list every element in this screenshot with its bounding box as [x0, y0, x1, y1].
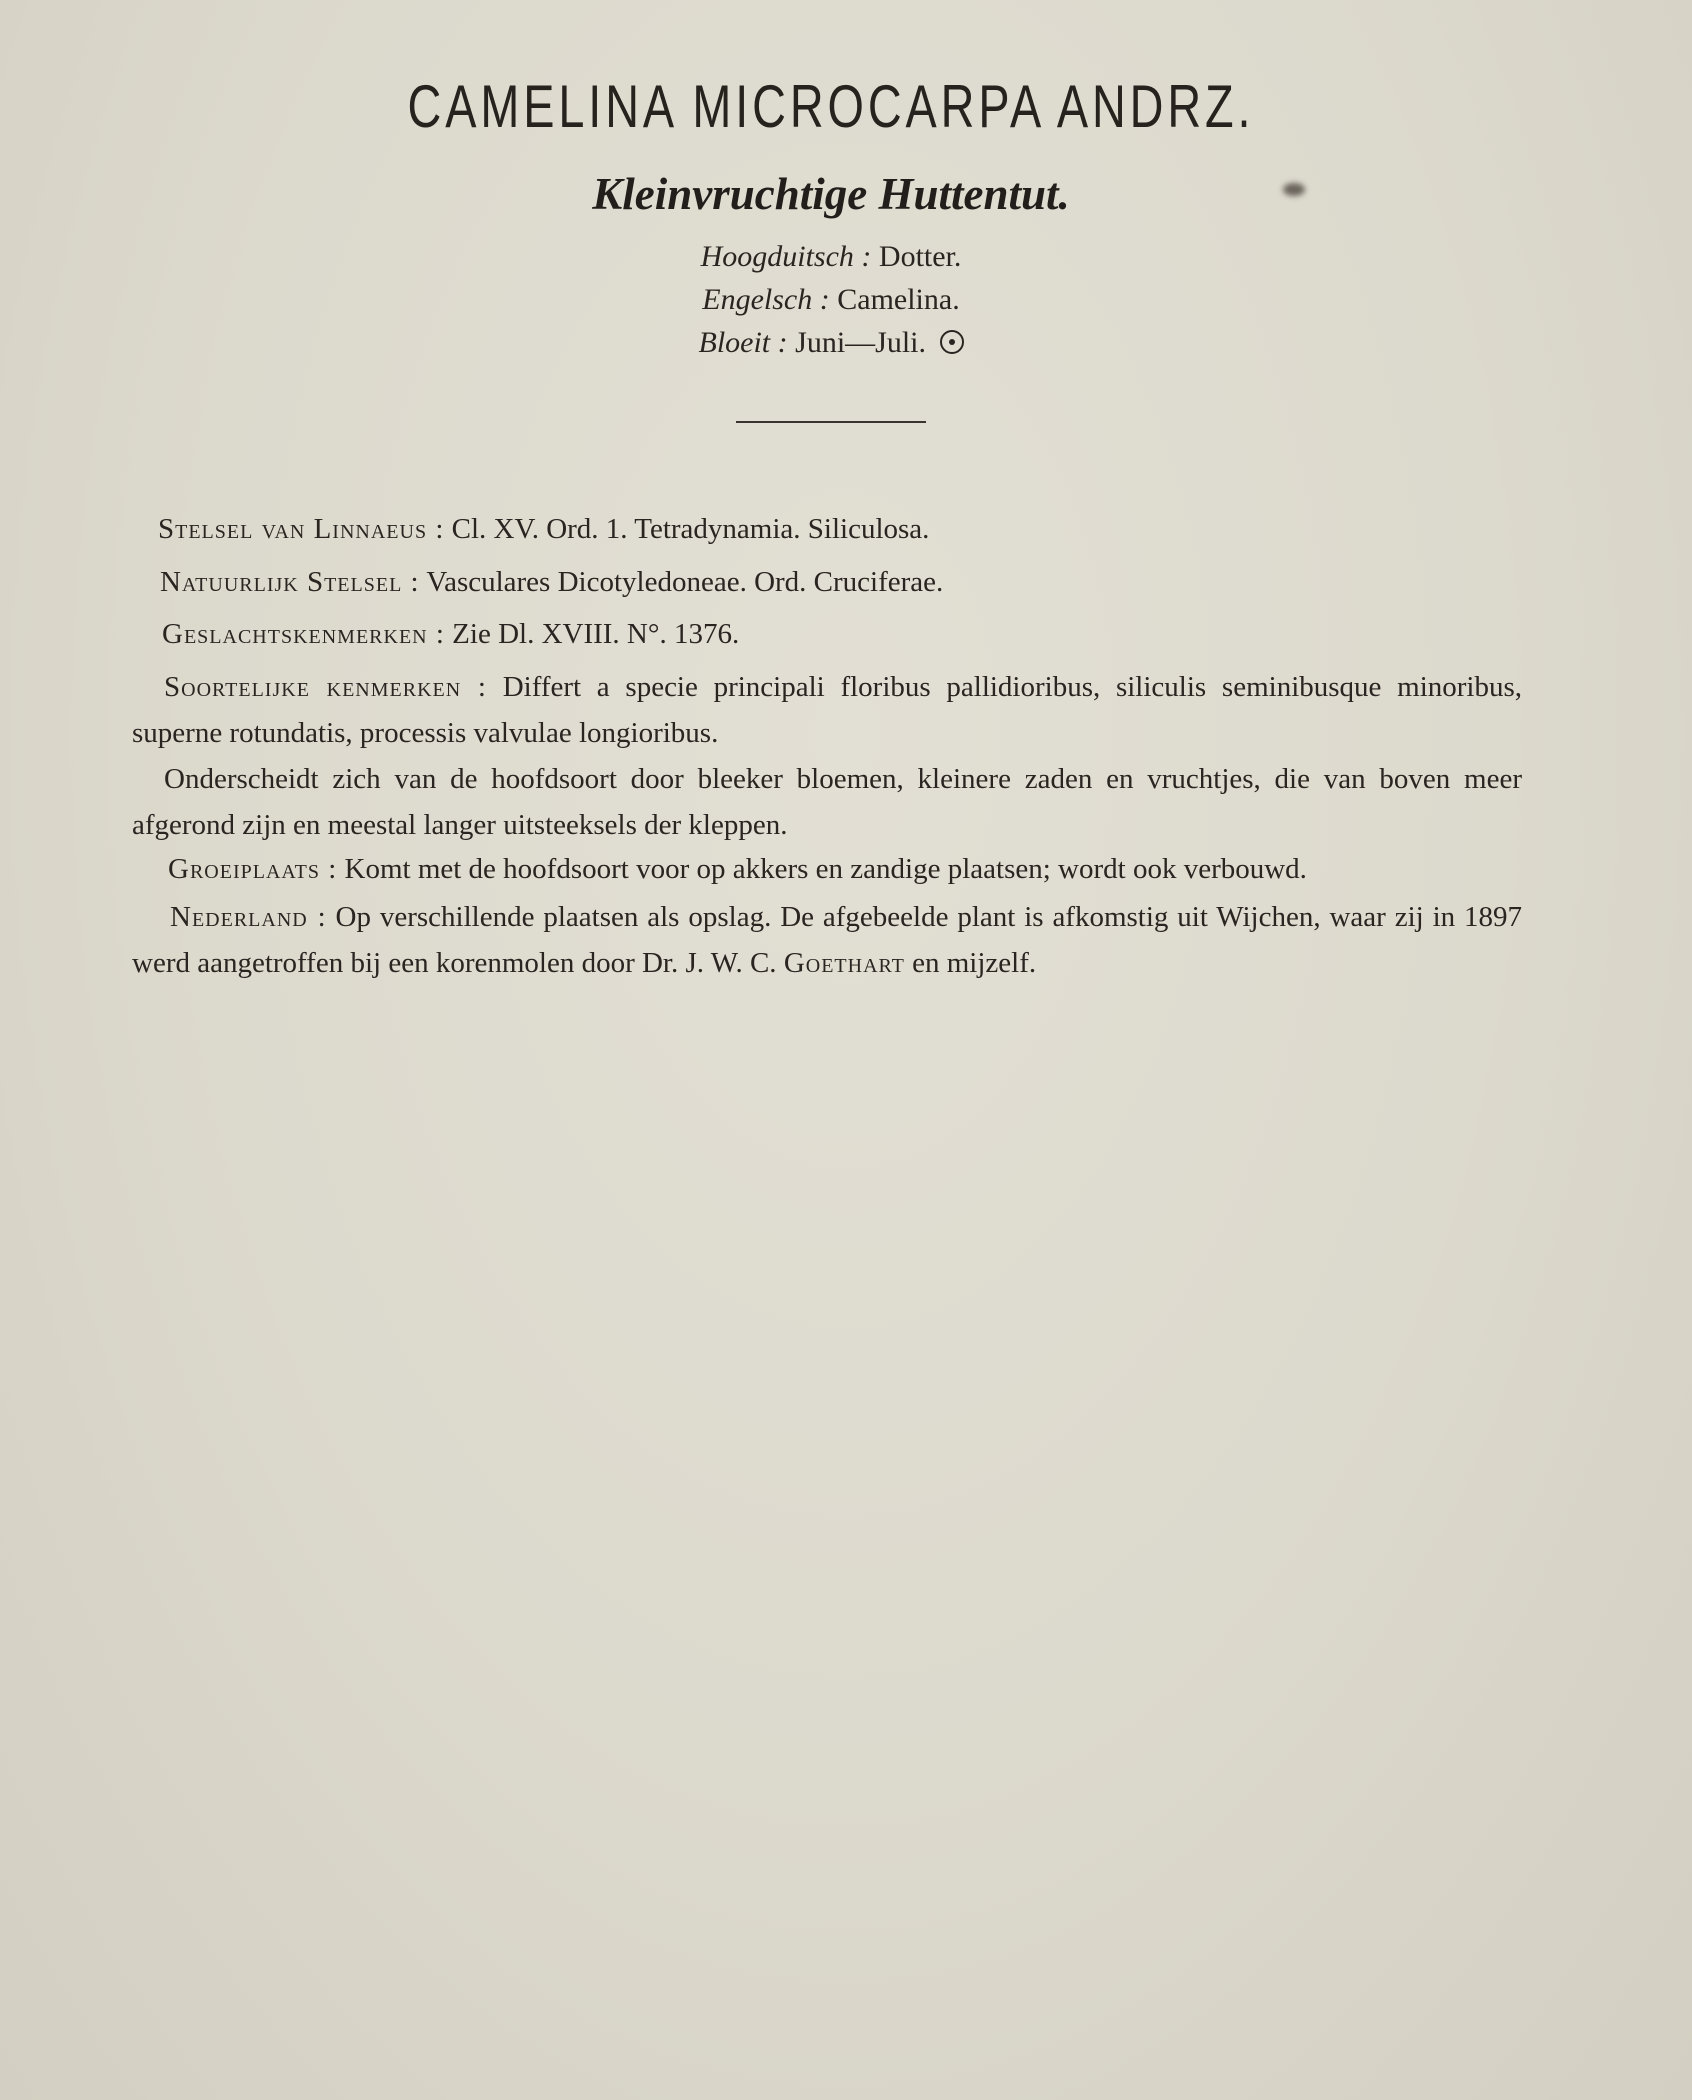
ink-speck	[1283, 183, 1305, 196]
flowering-label: Bloeit :	[698, 326, 788, 359]
genus-text: Zie Dl. XVIII. N°. 1376.	[452, 618, 740, 650]
linnaeus-label: Stelsel van Linnaeus :	[158, 513, 445, 545]
german-name-line	[0, 240, 1662, 274]
netherlands-person-name: Goethart	[783, 947, 905, 979]
species-characters-latin-text: Differt a specie principali floribus pallidioribus, siliculis seminibusque minoribus, superne rotundatis, processis valvulae longioribus.	[132, 671, 1522, 749]
netherlands-entry	[132, 894, 1522, 986]
species-characters-dutch	[132, 756, 1522, 848]
species-characters-latin	[132, 664, 1522, 756]
habitat-entry	[168, 845, 1307, 893]
species-title: CAMELINA MICROCARPA ANDRZ.	[407, 73, 1255, 140]
annual-symbol-icon	[940, 330, 964, 354]
english-name-value: Camelina.	[837, 283, 960, 316]
flowering-value: Juni—Juli.	[795, 326, 926, 359]
english-name-line	[0, 283, 1662, 317]
natural-system-label: Natuurlijk Stelsel :	[160, 566, 420, 598]
netherlands-tail: en mijzelf.	[912, 947, 1037, 979]
english-name-label: Engelsch :	[702, 283, 830, 316]
netherlands-label: Nederland :	[170, 901, 327, 933]
flowering-line	[0, 326, 1662, 360]
linnaeus-entry	[158, 505, 929, 553]
german-name-value: Dotter.	[878, 240, 962, 273]
habitat-text: Komt met de hoofdsoort voor op akkers en zandige plaatsen; wordt ook verbouwd.	[344, 853, 1307, 885]
natural-system-text: Vasculares Dicotyledoneae. Ord. Cruciferae.	[426, 566, 944, 598]
genus-label: Geslachtskenmerken :	[162, 618, 445, 650]
divider-rule	[736, 421, 926, 423]
species-characters-label: Soortelijke kenmerken :	[164, 671, 487, 703]
natural-system-entry	[160, 558, 943, 606]
netherlands-text: Op verschillende plaatsen als opslag. De afgebeelde plant is afkomstig uit Wijchen, waar zij in 1897 werd aangetroffen bij een korenmolen door Dr. J. W. C.	[132, 901, 1523, 979]
german-name-label: Hoogduitsch :	[700, 240, 872, 273]
habitat-label: Groeiplaats :	[168, 853, 338, 885]
genus-entry	[162, 610, 739, 658]
dutch-common-name: Kleinvruchtige Huttentut.	[592, 169, 1070, 219]
linnaeus-text: Cl. XV. Ord. 1. Tetradynamia. Siliculosa.	[451, 513, 930, 545]
species-characters-dutch-text: Onderscheidt zich van de hoofdsoort door bleeker bloemen, kleinere zaden en vruchtjes, die van boven meer afgerond zijn en meestal langer uitsteeksels der kleppen.	[132, 763, 1522, 841]
